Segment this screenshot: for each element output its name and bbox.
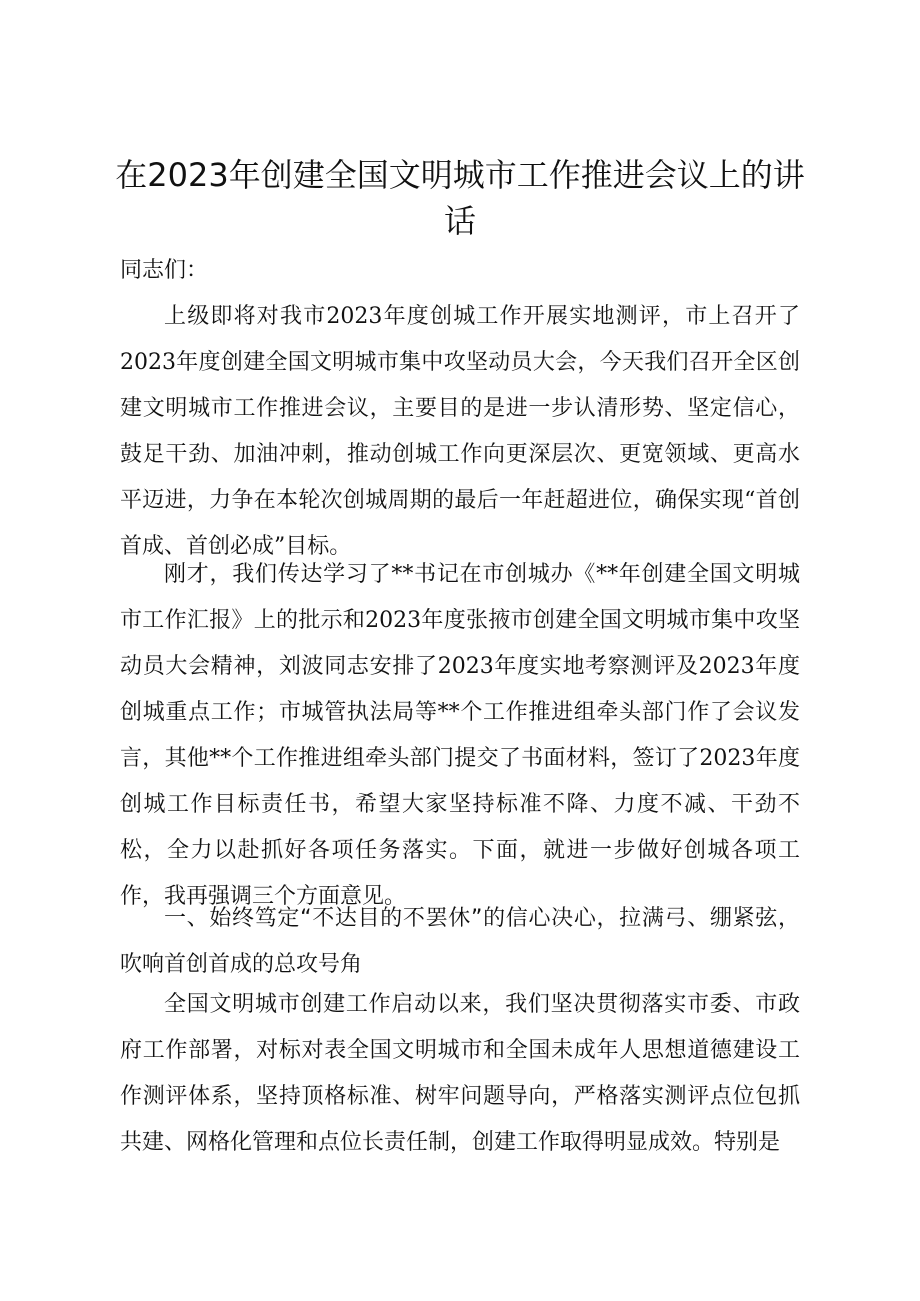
section-heading-1: 一、始终笃定“不达目的不罢休”的信心决心，拉满弓、绷紧弦，吹响首创首成的总攻号角 xyxy=(120,906,800,977)
paragraph-1: 上级即将对我市2023年度创城工作开展实地测评，市上召开了2023年度创建全国文明城市集中攻坚动员大会，今天我们召开全区创建文明城市工作推进会议，主要目的是进一步认清形势、坚定信心，鼓足干劲、加油冲刺，推动创城工作向更深层次、更宽领域、更高水平迈进，力争在本轮次创城周期的最后一年赶超进位，确保实现“首创首成、首创必成”目标。 xyxy=(120,304,800,559)
section-1-paragraph: 全国文明城市创建工作启动以来，我们坚决贯彻落实市委、市政府工作部署，对标对表全国文明城市和全国未成年人思想道德建设工作测评体系，坚持顶格标准、树牢问题导向，严格落实测评点位包抓共建、网格化管理和点位长责任制，创建工作取得明显成效。特别是 xyxy=(120,992,800,1155)
salutation: 同志们： xyxy=(120,258,209,283)
paragraph-2: 刚才，我们传达学习了**书记在市创城办《**年创建全国文明城市工作汇报》上的批示和2023年度张掖市创建全国文明城市集中攻坚动员大会精神，刘波同志安排了2023年度实地考察测评及2023年度创城重点工作；市城管执法局等**个工作推进组牵头部门作了会议发言，其他**个工作推进组牵头部门提交了书面材料，签订了2023年度创城工作目标责任书，希望大家坚持标准不降、力度不减、干劲不松，全力以赴抓好各项任务落实。下面，就进一步做好创城各项工作，我再强调三个方面意见。 xyxy=(120,562,800,909)
document-title: 在2023年创建全国文明城市工作推进会议上的讲话 xyxy=(115,156,805,240)
